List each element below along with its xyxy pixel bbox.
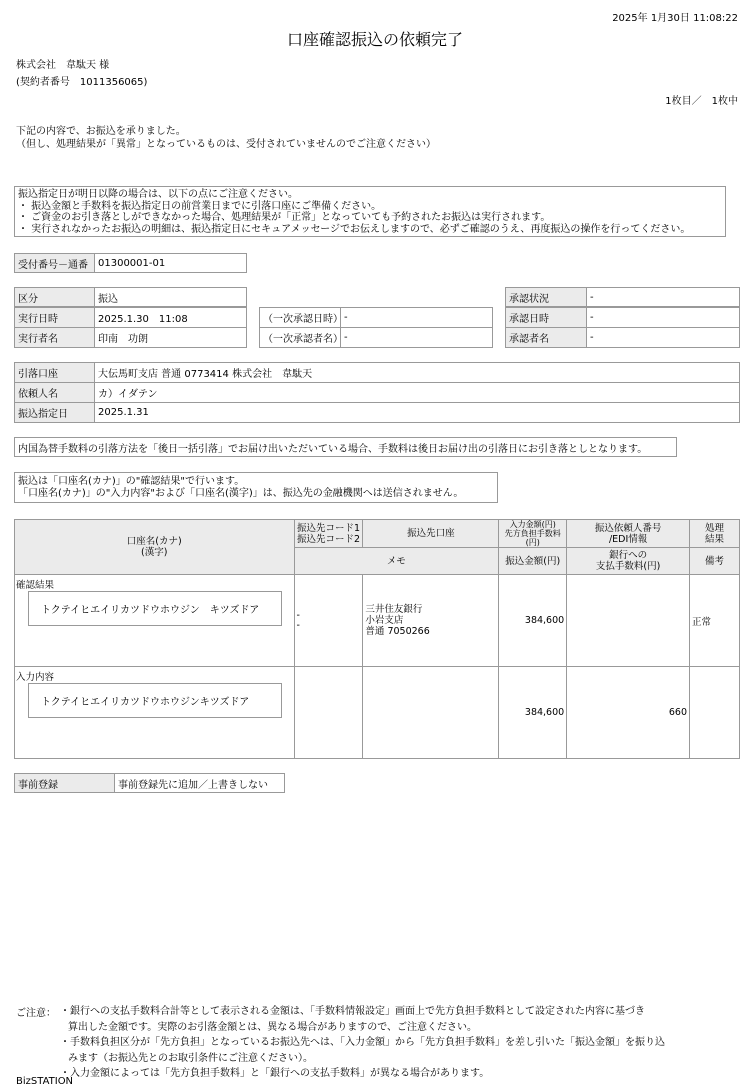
caution-line: ・入力金額によっては「先方負担手数料」と「銀行への支払手数料」が異なる場合があります。 bbox=[60, 1068, 490, 1079]
transfer-note-line-2: 「口座名(カナ)」の"入力内容"および「口座名(漢字)」は、振込先の金融機関へは送信されません。 bbox=[18, 488, 464, 499]
fee-note: 内国為替手数料の引落方法を「後日一括引落」でお届け出いただいている場合、手数料は後日お届け出の引落日にお引き落としとなります。 bbox=[14, 437, 677, 457]
confirm-branch: 小岩支店 bbox=[365, 615, 404, 626]
approver-label: 承認者名 bbox=[505, 327, 587, 348]
kubun-label: 区分 bbox=[14, 287, 95, 307]
first-approver-label: （一次承認者名） bbox=[259, 327, 341, 348]
brand-footer: BizSTATION bbox=[16, 1076, 74, 1087]
transfer-date-label: 振込指定日 bbox=[14, 402, 95, 423]
header-remarks: 備考 bbox=[690, 548, 740, 575]
notice-line: ・ ご資金のお引き落としができなかった場合、処理結果が「正常」となっていても予約されたお振込は実行されます。 bbox=[18, 212, 551, 223]
intro-line-2: （但し、処理結果が「異常」となっているものは、受付されていませんのでご注意ください） bbox=[16, 139, 436, 150]
first-approval-datetime-value: - bbox=[340, 307, 493, 328]
header-input-amount: 入力金額(円) 先方負担手数料(円) bbox=[499, 520, 567, 548]
confirm-label: 確認結果 bbox=[16, 580, 55, 591]
first-approval-datetime-label: （一次承認日時） bbox=[259, 307, 341, 328]
transfer-date-value: 2025.1.31 bbox=[94, 402, 740, 423]
intro-line-1: 下記の内容で、お振込を承りました。 bbox=[16, 126, 186, 137]
pre-registration-label: 事前登録 bbox=[14, 773, 115, 793]
exec-datetime-value: 2025.1.30 11:08 bbox=[94, 307, 247, 328]
header-account-name: 口座名(カナ) (漢字) bbox=[15, 520, 295, 575]
notice-line: 振込指定日が明日以降の場合は、以下の点にご注意ください。 bbox=[18, 189, 298, 200]
confirm-dest-cell bbox=[363, 575, 499, 667]
header-dest-account: 振込先口座 bbox=[363, 520, 499, 548]
notice-line: ・ 実行されなかったお振込の明細は、振込指定日にセキュアメッセージでお伝えしますので、必ずご確認のうえ、再度振込の操作を行ってください。 bbox=[18, 223, 691, 235]
input-amount: 384,600 bbox=[499, 667, 567, 759]
executor-value: 印南 功朗 bbox=[94, 327, 247, 348]
requester-value: カ）イダテン bbox=[94, 382, 740, 403]
print-datetime: 2025年 1月30日 11:08:22 bbox=[612, 13, 738, 24]
kubun-value: 振込 bbox=[94, 287, 247, 307]
confirm-code-2: - bbox=[296, 619, 300, 631]
caution-line: ・銀行への支払手数料合計等として表示される金額は、「手数料情報設定」画面上で先方負担手数料として設定された内容に基づき bbox=[60, 1006, 645, 1017]
confirm-account-name-box: トクテイヒエイリカツドウホウジン キツズドア bbox=[28, 591, 282, 626]
confirm-code-cell bbox=[294, 575, 363, 667]
first-approver-value: - bbox=[340, 327, 493, 348]
caution-line: 算出した金額です。実際のお引落金額とは、異なる場合がありますので、ご注意ください。 bbox=[68, 1021, 477, 1033]
approval-status-value: - bbox=[586, 287, 740, 307]
header-transfer-amount: 振込金額(円) bbox=[499, 548, 567, 575]
header-dest-code: 振込先コード1 振込先コード2 bbox=[294, 520, 363, 548]
confirm-code-1: - bbox=[296, 609, 300, 621]
company-name: 株式会社 韋駄天 様 bbox=[16, 60, 110, 71]
reception-label: 受付番号－通番 bbox=[14, 253, 95, 273]
transfer-note-line-1: 振込は「口座名(カナ)」の"確認結果"で行います。 bbox=[18, 476, 245, 487]
input-fee: 660 bbox=[567, 667, 690, 759]
pre-registration-value: 事前登録先に追加／上書きしない bbox=[114, 773, 285, 793]
caution-text bbox=[60, 1004, 665, 1082]
approval-datetime-value: - bbox=[586, 307, 740, 328]
contract-number: (契約者番号 1011356065) bbox=[16, 77, 148, 88]
debit-account-value: 大伝馬町支店 普通 0773414 株式会社 韋駄天 bbox=[94, 362, 740, 383]
input-remarks bbox=[690, 667, 740, 759]
approval-status-label: 承認状況 bbox=[505, 287, 587, 307]
confirm-account: 普通 7050266 bbox=[365, 626, 430, 637]
header-result: 処理 結果 bbox=[690, 520, 740, 548]
caution-line: ・手数料負担区分が「先方負担」となっているお振込先へは、「入力金額」から「先方負担手数料」を差し引いた「振込金額」を振り込 bbox=[60, 1037, 665, 1048]
header-bank-fee: 銀行への 支払手数料(円) bbox=[567, 548, 690, 575]
reception-value: 01300001-01 bbox=[94, 253, 247, 273]
notice-line: ・ 振込金額と手数料を振込指定日の前営業日までに引落口座にご準備ください。 bbox=[18, 200, 382, 212]
header-edi-info: 振込依頼人番号 /EDI情報 bbox=[567, 520, 690, 548]
transfer-detail-table bbox=[14, 519, 740, 759]
input-dest-cell bbox=[363, 667, 499, 759]
input-account-name-box: トクテイヒエイリカツドウホウジンキツズドア bbox=[28, 683, 282, 718]
caution-label: ご注意： bbox=[16, 1008, 56, 1019]
input-label: 入力内容 bbox=[16, 672, 55, 683]
confirm-result: 正常 bbox=[690, 575, 740, 667]
transfer-note-box bbox=[14, 472, 498, 503]
input-code-cell bbox=[294, 667, 363, 759]
approval-datetime-label: 承認日時 bbox=[505, 307, 587, 328]
confirm-bank: 三井住友銀行 bbox=[365, 604, 423, 615]
approver-value: - bbox=[586, 327, 740, 348]
header-memo: メモ bbox=[294, 548, 499, 575]
notice-box bbox=[14, 186, 726, 237]
page-indicator: 1枚目／ 1枚中 bbox=[665, 96, 738, 107]
requester-label: 依頼人名 bbox=[14, 382, 95, 403]
caution-line: みます（お振込先とのお取引条件にご注意ください）。 bbox=[68, 1052, 313, 1064]
confirm-amount: 384,600 bbox=[499, 575, 567, 667]
executor-label: 実行者名 bbox=[14, 327, 95, 348]
page-title: 口座確認振込の依頼完了 bbox=[286, 30, 463, 49]
exec-datetime-label: 実行日時 bbox=[14, 307, 95, 328]
debit-account-label: 引落口座 bbox=[14, 362, 95, 383]
confirm-edi bbox=[567, 575, 690, 667]
